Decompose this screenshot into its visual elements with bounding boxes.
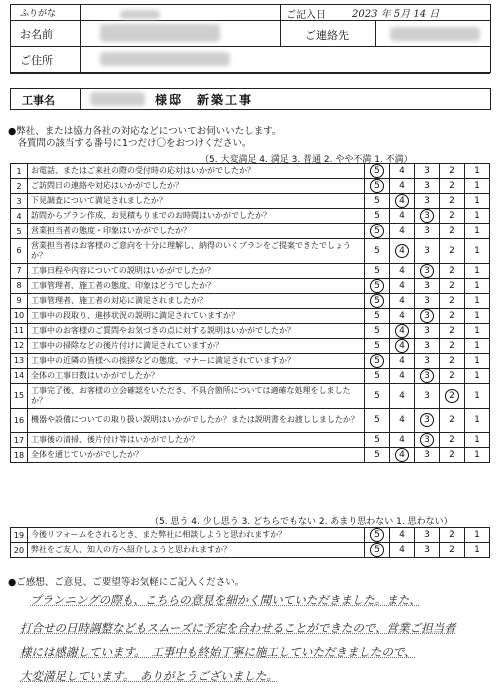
score-option-2[interactable]: 2 [440, 194, 465, 209]
question-row [11, 353, 490, 368]
question-text: 工事中のお客様のご質問やお気づきの点に対する説明はいかがでしたか？ [28, 323, 365, 338]
score-option-1[interactable]: 1 [465, 338, 490, 353]
comment-line-1: プランニングの際も、こちらの意見を細かく聞いていただきました。また、 [30, 593, 421, 607]
score-option-3[interactable]: 3 [415, 448, 440, 463]
score-option-3[interactable]: 3 [415, 224, 440, 239]
question-row [11, 433, 490, 448]
score-option-4[interactable]: 4 [390, 224, 415, 239]
question-number: 14 [11, 368, 28, 383]
question-number: 11 [11, 323, 28, 338]
selected-score: 5 [370, 294, 384, 308]
selected-score: 5 [370, 528, 384, 542]
selected-score: 3 [420, 413, 434, 427]
comment-line-2: 打合せの日時調整などもスムーズに予定を合わせることができたので、営業ご担当者 [20, 621, 456, 635]
score-option-2[interactable]: 2 [440, 209, 465, 224]
question-number: 10 [11, 308, 28, 323]
score-option-5[interactable] [365, 224, 390, 239]
score-option-4[interactable]: 4 [390, 408, 415, 433]
score-option-3[interactable]: 3 [415, 293, 440, 308]
address-label: ご住所 [20, 54, 53, 67]
score-option-4[interactable] [390, 194, 415, 209]
score-option-2[interactable]: 2 [440, 338, 465, 353]
selected-score: 5 [370, 543, 384, 557]
scale-legend-2: （5. 思う 4. 少し思う 3. どちらでもない 2. あまり思わない 1. 思わない） [150, 517, 453, 527]
question-number: 2 [11, 179, 28, 194]
question-table-1 [10, 163, 490, 463]
score-option-1[interactable]: 1 [465, 368, 490, 383]
intro-line-2: 各質問の該当する番号に1つだけ〇をおつけください。 [8, 138, 252, 149]
question-row [11, 263, 490, 278]
question-text: 工事中の掃除などの後片付けに満足されていますか？ [28, 338, 365, 353]
question-row [11, 448, 490, 463]
score-option-2[interactable]: 2 [440, 368, 465, 383]
score-option-3[interactable]: 3 [415, 278, 440, 293]
date-label: ご記入日 [286, 10, 326, 21]
question-number: 5 [11, 224, 28, 239]
score-option-1[interactable]: 1 [465, 323, 490, 338]
score-option-2[interactable]: 2 [440, 224, 465, 239]
score-option-5[interactable]: 5 [365, 308, 390, 323]
score-option-4[interactable]: 4 [390, 383, 415, 408]
score-option-1[interactable]: 1 [465, 383, 490, 408]
score-option-4[interactable] [390, 338, 415, 353]
score-option-2[interactable] [440, 383, 465, 408]
comment-line-3: 様には感謝しています。 工事中も終始丁寧に施工していただきましたので、 [20, 645, 416, 659]
redacted-name [100, 24, 220, 42]
score-option-5[interactable]: 5 [365, 448, 390, 463]
score-option-4[interactable]: 4 [390, 278, 415, 293]
selected-score: 4 [395, 339, 409, 353]
question-row [11, 239, 490, 264]
score-option-4[interactable] [390, 448, 415, 463]
question-row [11, 224, 490, 239]
score-option-2[interactable]: 2 [440, 353, 465, 368]
score-option-5[interactable] [365, 528, 390, 543]
score-option-5[interactable]: 5 [365, 338, 390, 353]
question-row [11, 338, 490, 353]
score-option-1[interactable]: 1 [465, 308, 490, 323]
question-text: 弊社をご友人、知人の方へ紹介しようと思われますか？ [28, 543, 365, 558]
question-number: 9 [11, 293, 28, 308]
selected-score: 3 [420, 309, 434, 323]
question-text: 全体の工事日数はいかがでしたか？ [28, 368, 365, 383]
score-option-2[interactable]: 2 [440, 543, 465, 558]
score-option-1[interactable]: 1 [465, 433, 490, 448]
question-number: 7 [11, 263, 28, 278]
redacted-contact [390, 27, 480, 41]
score-option-4[interactable]: 4 [390, 209, 415, 224]
question-text: ご訪問日の連絡や対応はいかがでしたか？ [28, 179, 365, 194]
selected-score: 3 [420, 369, 434, 383]
selected-score: 5 [370, 164, 384, 178]
question-row [11, 164, 490, 179]
score-option-2[interactable]: 2 [440, 278, 465, 293]
score-option-1[interactable]: 1 [465, 528, 490, 543]
name-label: お名前 [20, 28, 53, 41]
score-option-3[interactable]: 3 [415, 528, 440, 543]
question-row [11, 323, 490, 338]
question-text: 工事管理者、施工者の対応に満足されましたか？ [28, 293, 365, 308]
furigana-label: ふりがな [20, 9, 57, 19]
question-row [11, 308, 490, 323]
score-option-1[interactable]: 1 [465, 278, 490, 293]
score-option-5[interactable] [365, 353, 390, 368]
question-number: 13 [11, 353, 28, 368]
question-number: 18 [11, 448, 28, 463]
selected-score: 4 [395, 244, 409, 258]
selected-score: 4 [395, 448, 409, 462]
score-option-1[interactable]: 1 [465, 408, 490, 433]
score-option-5[interactable] [365, 293, 390, 308]
score-option-4[interactable]: 4 [390, 179, 415, 194]
question-row [11, 543, 490, 558]
score-option-2[interactable]: 2 [440, 433, 465, 448]
question-number: 1 [11, 164, 28, 179]
comment-line-4: 大変満足しています。 ありがとうございました。 [20, 669, 278, 683]
score-option-4[interactable]: 4 [390, 263, 415, 278]
score-option-1[interactable]: 1 [465, 194, 490, 209]
question-number: 3 [11, 194, 28, 209]
score-option-2[interactable]: 2 [440, 323, 465, 338]
score-option-3[interactable] [415, 209, 440, 224]
score-option-4[interactable]: 4 [390, 164, 415, 179]
question-number: 15 [11, 383, 28, 408]
question-text: 工事中の近隣の皆様への挨拶などの態度、マナーに満足されていますか？ [28, 353, 365, 368]
question-text: 工事管理者、施工者の態度、印象はどうでしたか？ [28, 278, 365, 293]
question-number: 19 [11, 528, 28, 543]
redacted-address [100, 52, 230, 66]
score-option-1[interactable]: 1 [465, 224, 490, 239]
question-row [11, 408, 490, 433]
question-text: 下見調査について満足されましたか？ [28, 194, 365, 209]
score-option-3[interactable]: 3 [415, 338, 440, 353]
score-option-5[interactable]: 5 [365, 239, 390, 264]
score-option-5[interactable] [365, 543, 390, 558]
question-row [11, 209, 490, 224]
score-option-1[interactable]: 1 [465, 293, 490, 308]
question-number: 20 [11, 543, 28, 558]
score-option-2[interactable]: 2 [440, 448, 465, 463]
score-option-5[interactable]: 5 [365, 209, 390, 224]
score-option-5[interactable] [365, 278, 390, 293]
selected-score: 2 [445, 389, 459, 403]
contact-label: ご連絡先 [305, 29, 349, 42]
question-text: 今後リフォームをされるとき、また弊社に相談しようと思われますか？ [28, 528, 365, 543]
score-option-5[interactable]: 5 [365, 194, 390, 209]
score-option-3[interactable]: 3 [415, 179, 440, 194]
score-option-4[interactable]: 4 [390, 368, 415, 383]
score-option-4[interactable]: 4 [390, 528, 415, 543]
score-option-3[interactable] [415, 433, 440, 448]
score-option-3[interactable]: 3 [415, 164, 440, 179]
intro-line-1: ●弊社、または協力各社の対応などについてお伺いいたします。 [8, 126, 282, 137]
score-option-2[interactable]: 2 [440, 263, 465, 278]
question-text: お電話、またはご来社の際の受付時の応対はいかがでしたか？ [28, 164, 365, 179]
redacted-project-surname [90, 92, 145, 106]
question-row [11, 293, 490, 308]
question-text: 機器や設備についての取り扱い説明はいかがでしたか？または説明書をお渡ししましたか？ [28, 408, 365, 433]
score-option-1[interactable]: 1 [465, 543, 490, 558]
score-option-5[interactable]: 5 [365, 368, 390, 383]
score-option-4[interactable] [390, 323, 415, 338]
date-value: 2023 年 5月 14 日 [352, 9, 440, 20]
selected-score: 3 [420, 209, 434, 223]
question-number: 6 [11, 239, 28, 264]
score-option-2[interactable]: 2 [440, 164, 465, 179]
question-text: 全体を通じていかがでしたか？ [28, 448, 365, 463]
question-number: 4 [11, 209, 28, 224]
score-option-3[interactable] [415, 368, 440, 383]
survey-intro [8, 126, 281, 150]
score-option-1[interactable]: 1 [465, 164, 490, 179]
question-row [11, 194, 490, 209]
score-option-4[interactable]: 4 [390, 433, 415, 448]
score-option-5[interactable]: 5 [365, 408, 390, 433]
question-text: 工事後の清掃、後片付け等はいかがでしたか？ [28, 433, 365, 448]
score-option-1[interactable]: 1 [465, 179, 490, 194]
score-option-4[interactable] [390, 239, 415, 264]
question-number: 16 [11, 408, 28, 433]
score-option-5[interactable]: 5 [365, 383, 390, 408]
score-option-4[interactable]: 4 [390, 353, 415, 368]
score-option-1[interactable]: 1 [465, 209, 490, 224]
selected-score: 5 [370, 279, 384, 293]
question-text: 工事完了後、お客様の立会確認をいただき、不具合箇所については適確な処理をしましたか？ [28, 383, 365, 408]
question-row [11, 383, 490, 408]
score-option-2[interactable]: 2 [440, 293, 465, 308]
project-value: 様邸 新築工事 [155, 93, 254, 107]
redacted-furigana [120, 10, 160, 19]
question-text: 工事日程や内容についての説明はいかがでしたか？ [28, 263, 365, 278]
question-text: 訪問からプラン作成、お見積もりまでのお時間はいかがでしたか？ [28, 209, 365, 224]
selected-score: 5 [370, 224, 384, 238]
score-option-2[interactable]: 2 [440, 408, 465, 433]
score-option-5[interactable]: 5 [365, 263, 390, 278]
scale-legend-1: （5. 大変満足 4. 満足 3. 普通 2. やや不満 1. 不満） [200, 155, 413, 165]
score-option-3[interactable] [415, 408, 440, 433]
score-option-2[interactable]: 2 [440, 528, 465, 543]
project-label: 工事名 [22, 94, 55, 107]
score-option-3[interactable]: 3 [415, 194, 440, 209]
selected-score: 3 [420, 264, 434, 278]
score-option-5[interactable]: 5 [365, 323, 390, 338]
score-option-4[interactable]: 4 [390, 308, 415, 323]
score-option-3[interactable] [415, 263, 440, 278]
score-option-4[interactable]: 4 [390, 293, 415, 308]
question-number: 8 [11, 278, 28, 293]
selected-score: 3 [420, 433, 434, 447]
score-option-3[interactable]: 3 [415, 239, 440, 264]
score-option-1[interactable]: 1 [465, 263, 490, 278]
score-option-1[interactable]: 1 [465, 448, 490, 463]
question-number: 17 [11, 433, 28, 448]
score-option-5[interactable] [365, 164, 390, 179]
question-text: 営業担当者の態度・印象はいかがでしたか？ [28, 224, 365, 239]
score-option-3[interactable]: 3 [415, 383, 440, 408]
selected-score: 5 [370, 354, 384, 368]
selected-score: 4 [395, 194, 409, 208]
score-option-3[interactable]: 3 [415, 353, 440, 368]
selected-score: 5 [370, 179, 384, 193]
question-text: 工事中の段取り、進捗状況の説明に満足されていますか？ [28, 308, 365, 323]
selected-score: 4 [395, 324, 409, 338]
score-option-3[interactable] [415, 308, 440, 323]
score-option-2[interactable]: 2 [440, 179, 465, 194]
question-number: 12 [11, 338, 28, 353]
score-option-3[interactable]: 3 [415, 323, 440, 338]
score-option-2[interactable]: 2 [440, 308, 465, 323]
score-option-2[interactable]: 2 [440, 239, 465, 264]
score-option-4[interactable]: 4 [390, 543, 415, 558]
question-table-2 [10, 527, 490, 558]
score-option-1[interactable]: 1 [465, 353, 490, 368]
question-row [11, 179, 490, 194]
question-row [11, 278, 490, 293]
score-option-1[interactable]: 1 [465, 239, 490, 264]
comments-heading: ●ご感想、ご意見、ご要望等お気軽にご記入ください。 [8, 577, 245, 588]
question-row [11, 528, 490, 543]
score-option-3[interactable]: 3 [415, 543, 440, 558]
question-text: 営業担当者はお客様のご意向を十分に理解し、納得のいくプランをご提案できたでしょうか？ [28, 239, 365, 264]
score-option-5[interactable]: 5 [365, 433, 390, 448]
question-row [11, 368, 490, 383]
score-option-5[interactable] [365, 179, 390, 194]
